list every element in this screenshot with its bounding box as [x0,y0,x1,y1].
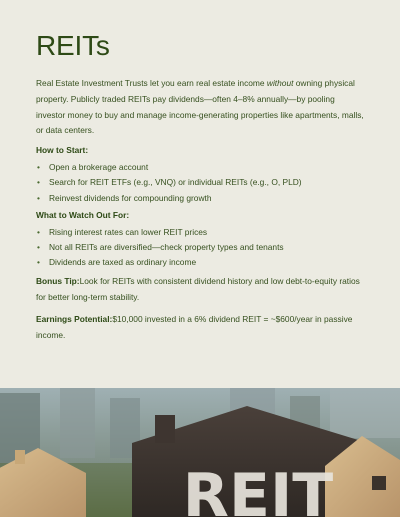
intro-text-start: Real Estate Investment Trusts let you earn real estate income [36,78,267,88]
bonus-tip [36,274,366,306]
earnings-label: Earnings Potential: [36,314,113,324]
intro-emphasis: without [266,78,294,88]
bullet-icon: • [37,177,40,188]
how-to-start-heading: How to Start: [36,145,89,156]
list-item-text: Not all REITs are diversified—check property types and tenants [49,242,284,252]
bullet-icon: • [37,192,40,203]
list-item [36,255,366,270]
earnings-potential [36,312,366,344]
watch-out-list [36,225,366,271]
list-item-text: Rising interest rates can lower REIT prices [49,226,208,237]
list-item [36,225,366,240]
reit-houses-photo [0,388,400,517]
bullet-icon: • [37,242,40,252]
list-item [36,240,366,255]
bonus-tip-text: Look for REITs with consistent dividend history and low debt-to-equity ratios for better long-term stability. [36,276,360,303]
intro-text-end: owning physical property. Publicly traded REITs pay dividends—often 4–8% annually—by pooling investor money to buy and manage income-generating properties like apartments, malls, or data centers. [36,78,364,136]
bullet-icon: • [37,162,40,173]
list-item-text: Reinvest dividends for compounding growth [49,192,212,203]
bullet-icon: • [37,257,40,268]
house-lettering: REIT [182,461,334,517]
page-title: REITs [36,30,110,61]
list-item-text: Open a brokerage account [49,162,149,173]
list-item-text: Dividends are taxed as ordinary income [49,257,197,268]
bonus-tip-label: Bonus Tip: [36,276,80,287]
list-item [36,191,366,206]
how-to-start-list [36,160,366,206]
earnings-text: $10,000 invested in a 6% dividend REIT = ~$600/year in passive income. [36,314,353,340]
list-item [36,175,366,190]
watch-out-heading: What to Watch Out For: [36,209,130,220]
intro-paragraph [36,76,366,139]
list-item-text: Search for REIT ETFs (e.g., VNQ) or individual REITs (e.g., O, PLD) [49,177,302,188]
bullet-icon: • [37,226,40,237]
list-item [36,160,366,175]
article [36,30,366,350]
